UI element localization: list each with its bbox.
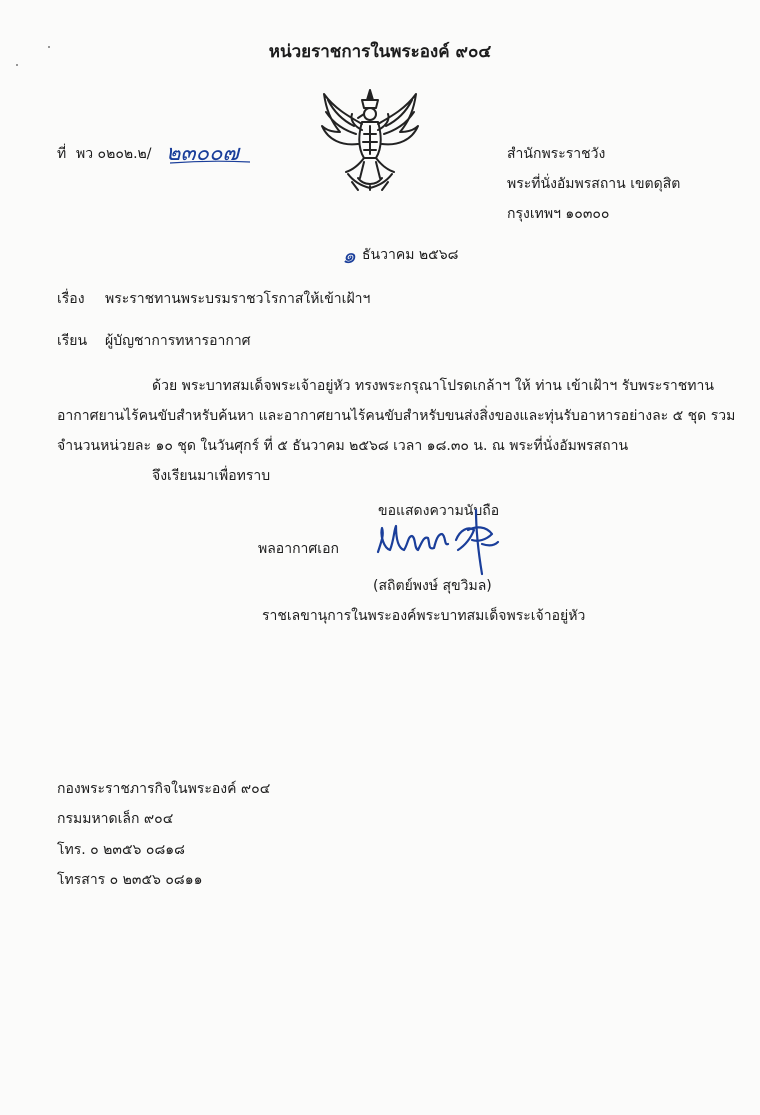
reference-handwritten: ๒๓๐๐๗ [166, 141, 239, 166]
recipient-label: เรียน [57, 333, 88, 349]
address-line: สำนักพระราชวัง [507, 146, 606, 162]
reference-label: ที่ [57, 146, 67, 162]
body-line: อากาศยานไร้คนขับสำหรับค้นหา และอากาศยานไร้คนขับสำหรับขนส่งสิ่งของและทุ่นรับอาหารอย่างละ ๕ ชุด รวม [57, 408, 736, 424]
document-title: หน่วยราชการในพระองค์ ๙๐๔ [268, 42, 492, 62]
footer-phone: โทร. ๐ ๒๓๕๖ ๐๘๑๘ [57, 842, 185, 858]
footer-fax: โทรสาร ๐ ๒๓๕๖ ๐๘๑๑ [57, 872, 203, 888]
reference-number: พว ๐๒๐๒.๒/ [76, 146, 152, 162]
footer-line: กรมมหาดเล็ก ๙๐๔ [57, 811, 174, 827]
signer-name: (สถิตย์พงษ์ สุขวิมล) [373, 578, 492, 594]
date-text: ธันวาคม ๒๕๖๘ [362, 247, 459, 263]
closing-phrase: ขอแสดงความนับถือ [378, 503, 500, 519]
footer-line: กองพระราชภารกิจในพระองค์ ๙๐๔ [57, 781, 271, 797]
signer-rank: พลอากาศเอก [258, 541, 339, 557]
reference-underline [170, 158, 250, 166]
subject-label: เรื่อง [57, 291, 85, 307]
signer-position: ราชเลขานุการในพระองค์พระบาทสมเด็จพระเจ้าอยู่หัว [262, 608, 586, 624]
garuda-emblem-icon [318, 86, 422, 192]
subject-text: พระราชทานพระบรมราชวโรกาสให้เข้าเฝ้าฯ [105, 291, 371, 307]
recipient-text: ผู้บัญชาการทหารอากาศ [105, 333, 251, 349]
address-line: กรุงเทพฯ ๑๐๓๐๐ [507, 206, 610, 222]
handwritten-signature-icon [372, 500, 502, 578]
body-line: จำนวนหน่วยละ ๑๐ ชุด ในวันศุกร์ ที่ ๕ ธันวาคม ๒๕๖๘ เวลา ๑๘.๓๐ น. ณ พระที่นั่งอัมพรสถาน [57, 438, 629, 454]
address-line: พระที่นั่งอัมพรสถาน เขตดุสิต [507, 176, 681, 192]
body-closing: จึงเรียนมาเพื่อทราบ [152, 468, 271, 484]
body-line: ด้วย พระบาทสมเด็จพระเจ้าอยู่หัว ทรงพระกรุณาโปรดเกล้าฯ ให้ ท่าน เข้าเฝ้าฯ รับพระราชทาน [152, 378, 714, 394]
date-day-handwritten: ๑ [342, 244, 356, 269]
